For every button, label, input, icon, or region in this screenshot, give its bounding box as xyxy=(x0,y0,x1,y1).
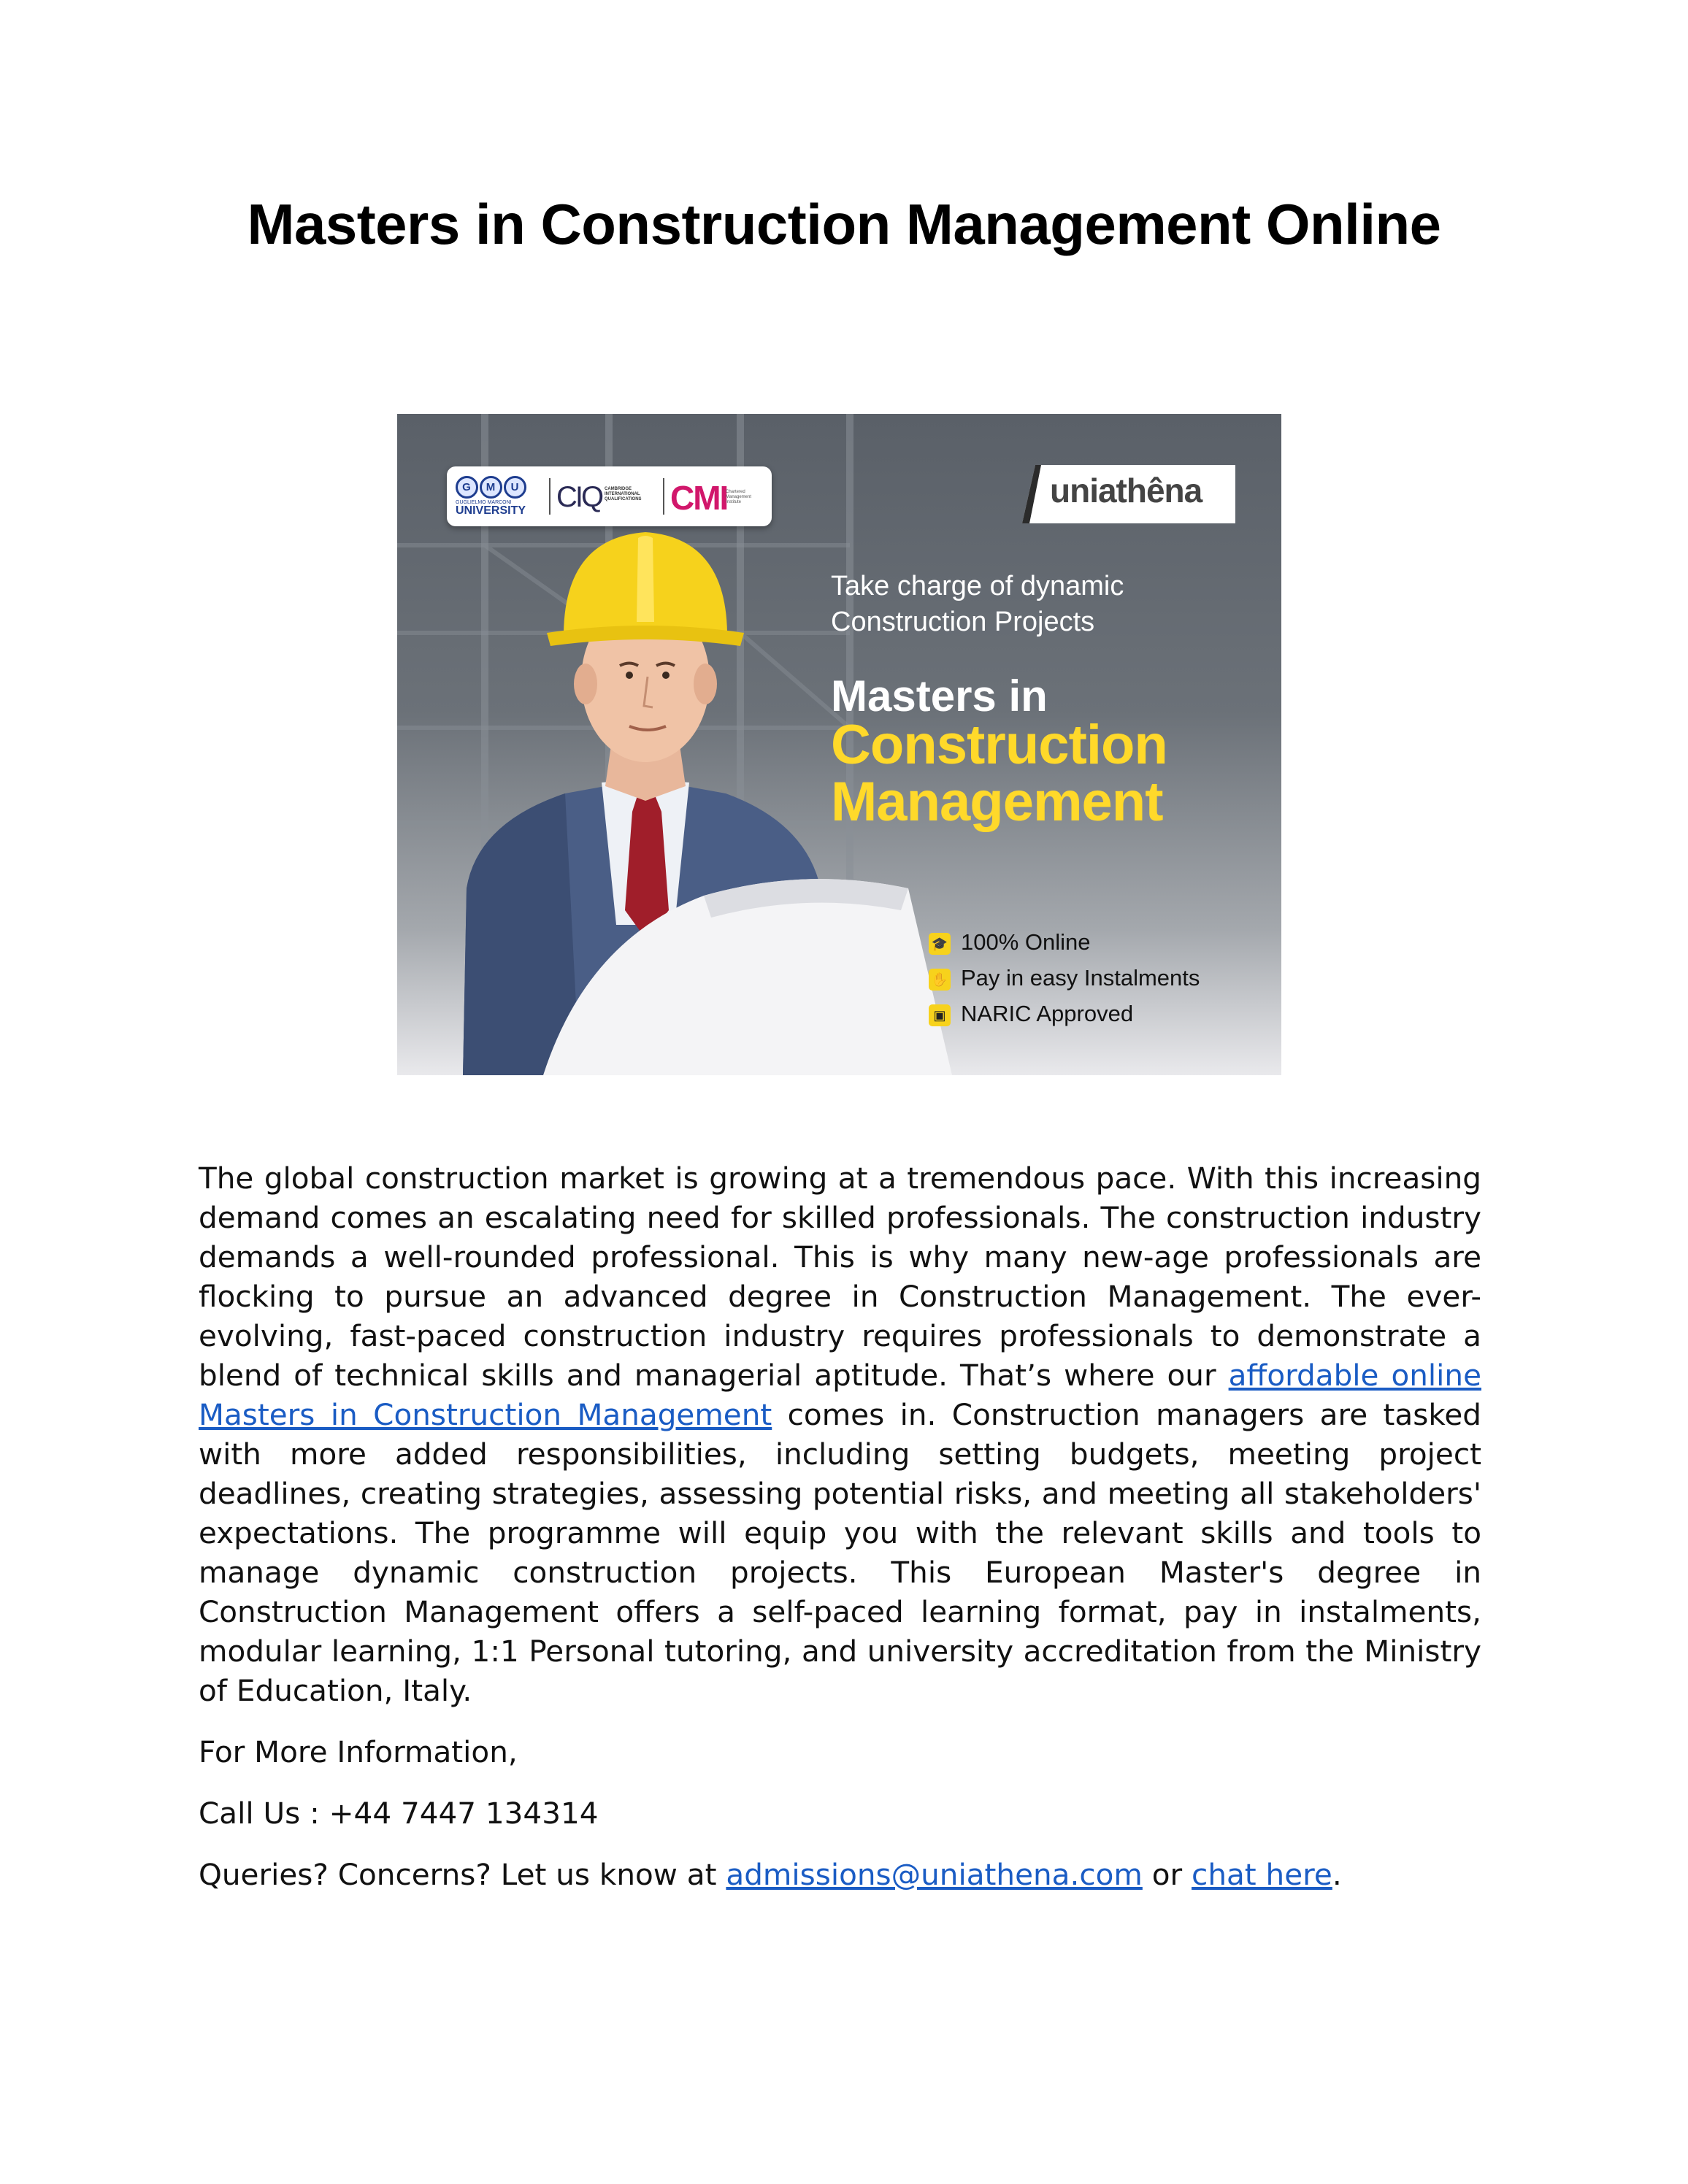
feature-naric xyxy=(929,999,1133,1028)
ciq-logo-text: CAMBRIDGE INTERNATIONAL QUALIFICATIONS xyxy=(605,487,642,501)
feature-instalments xyxy=(929,964,1200,993)
queries-text: Queries? Concerns? Let us know at xyxy=(199,1857,726,1892)
gmu-logo: G M U GUGLIELMO MARCONI UNIVERSITY xyxy=(456,475,543,519)
banner-headline-line2: Construction xyxy=(831,714,1167,776)
feature-label: Pay in easy Instalments xyxy=(961,965,1200,991)
banner-tagline: Take charge of dynamic Construction Projects xyxy=(831,571,1124,637)
or-text: or xyxy=(1142,1857,1192,1892)
paragraph-text: The global construction market is growing at a tremendous pace. With this increasing demand comes an escalating need for skilled professionals. The construction industry demands a well-rounded professional. This is why many new-age professionals are flocking to pursue an advanced degree in Construction Management. The ever-evolving, fast-paced construction industry requires professionals to demonstrate a blend of technical skills and managerial aptitude. That’s where our xyxy=(199,1161,1481,1393)
queries-line xyxy=(199,1855,1481,1894)
cmi-logo-text: Chartered Management Institute xyxy=(726,490,752,504)
paragraph-text: comes in. Construction managers are tasked with more added responsibilities, including setting budgets, meeting project deadlines, creating strategies, assessing potential risks, and meeting all stakeholders' expectations. The programme will equip you with the relevant skills and tools to manage dynamic construction projects. This European Master's degree in Construction Management offers a self-paced learning format, pay in instalments, modular learning, 1:1 Personal tutoring, and university accreditation from the Ministry of Education, Italy. xyxy=(199,1397,1481,1708)
cmi-logo xyxy=(670,475,765,519)
uniathena-logo-text: uniathêna xyxy=(1050,472,1202,510)
article-body xyxy=(199,1158,1481,1894)
period-text: . xyxy=(1332,1857,1342,1892)
program-banner-image xyxy=(397,414,1281,1075)
uniathena-logo xyxy=(1022,465,1235,523)
partner-logos-strip xyxy=(447,466,772,526)
feature-label: NARIC Approved xyxy=(961,1001,1134,1026)
certificate-icon: ▣ xyxy=(929,1004,951,1026)
phone-contact: Call Us : +44 7447 134314 xyxy=(199,1796,599,1831)
logo-divider xyxy=(549,478,550,515)
gmu-logo-name: GUGLIELMO MARCONI xyxy=(456,500,512,505)
page-title: Masters in Construction Management Online xyxy=(247,192,1441,256)
email-link[interactable]: admissions@uniathena.com xyxy=(726,1857,1143,1892)
more-info-text: For More Information, xyxy=(199,1734,518,1769)
graduation-cap-icon: 🎓 xyxy=(929,933,951,955)
program-link[interactable]: affordable online Masters in Construction Management xyxy=(199,1358,1481,1432)
ciq-logo xyxy=(556,475,659,519)
coin-hand-icon: ✋ xyxy=(929,969,951,991)
feature-label: 100% Online xyxy=(961,929,1091,955)
logo-divider xyxy=(663,478,664,515)
feature-online xyxy=(929,928,1091,957)
chat-link[interactable]: chat here xyxy=(1192,1857,1332,1892)
ciq-logo-mark: CIQ xyxy=(556,481,602,513)
banner-headline-line3: Management xyxy=(831,771,1163,833)
intro-paragraph xyxy=(199,1158,1481,1710)
cmi-logo-mark: CMI xyxy=(670,479,728,517)
banner-headline-line1: Masters in xyxy=(831,672,1048,720)
gmu-logo-university: UNIVERSITY xyxy=(456,504,526,517)
